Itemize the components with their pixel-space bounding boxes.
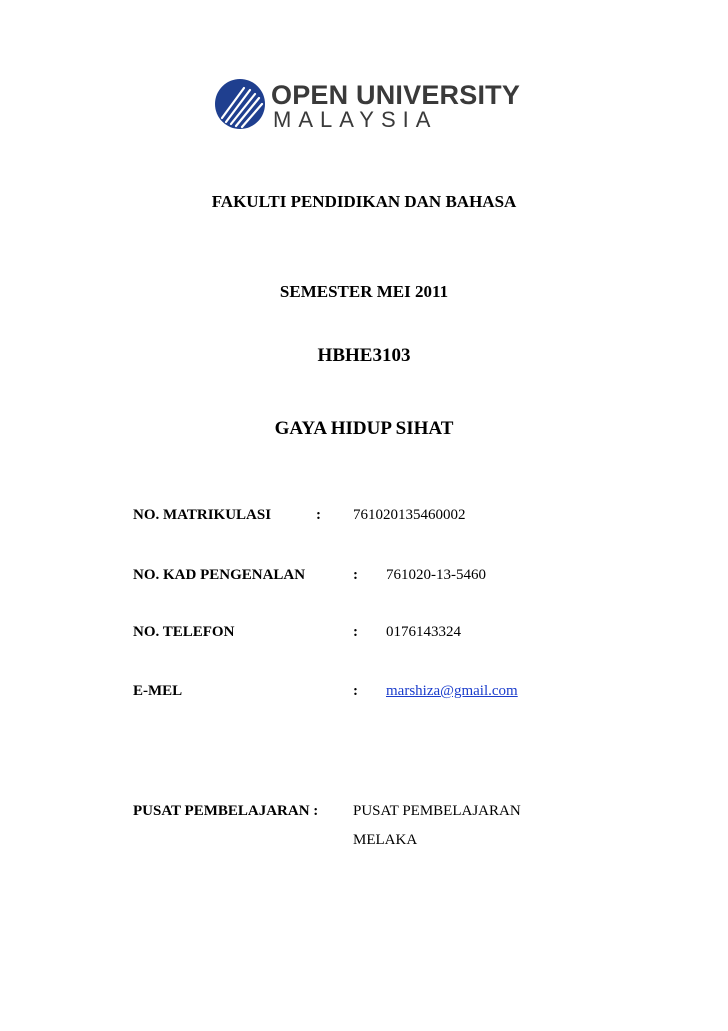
semester-heading: SEMESTER MEI 2011 [279,282,449,301]
matrikulasi-colon: : [316,507,321,523]
pusat-label: PUSAT PEMBELAJARAN : [133,803,319,819]
kad-pengenalan-value: 761020-13-5460 [386,567,486,583]
course-code: HBHE3103 [317,345,411,366]
telefon-colon: : [353,624,358,640]
matrikulasi-label: NO. MATRIKULASI [133,507,272,523]
matrikulasi-value: 761020135460002 [353,507,466,523]
email-link[interactable]: marshiza@gmail.com [386,683,518,699]
open-university-malaysia-logo [214,78,521,136]
kad-pengenalan-label: NO. KAD PENGENALAN [133,567,306,583]
pusat-value-line-1: PUSAT PEMBELAJARAN [353,803,521,819]
emel-label: E-MEL [133,683,183,699]
kad-pengenalan-colon: : [353,567,358,583]
logo-line-2: MALAYSIA [273,107,438,132]
telefon-label: NO. TELEFON [133,624,235,640]
pusat-value-line-2: MELAKA [353,832,418,848]
faculty-heading: FAKULTI PENDIDIKAN DAN BAHASA [211,192,517,211]
course-title: GAYA HIDUP SIHAT [274,418,454,439]
logo-line-1: OPEN UNIVERSITY [271,80,521,110]
telefon-value: 0176143324 [386,624,461,640]
oum-globe-icon [214,78,266,130]
emel-colon: : [353,683,358,699]
